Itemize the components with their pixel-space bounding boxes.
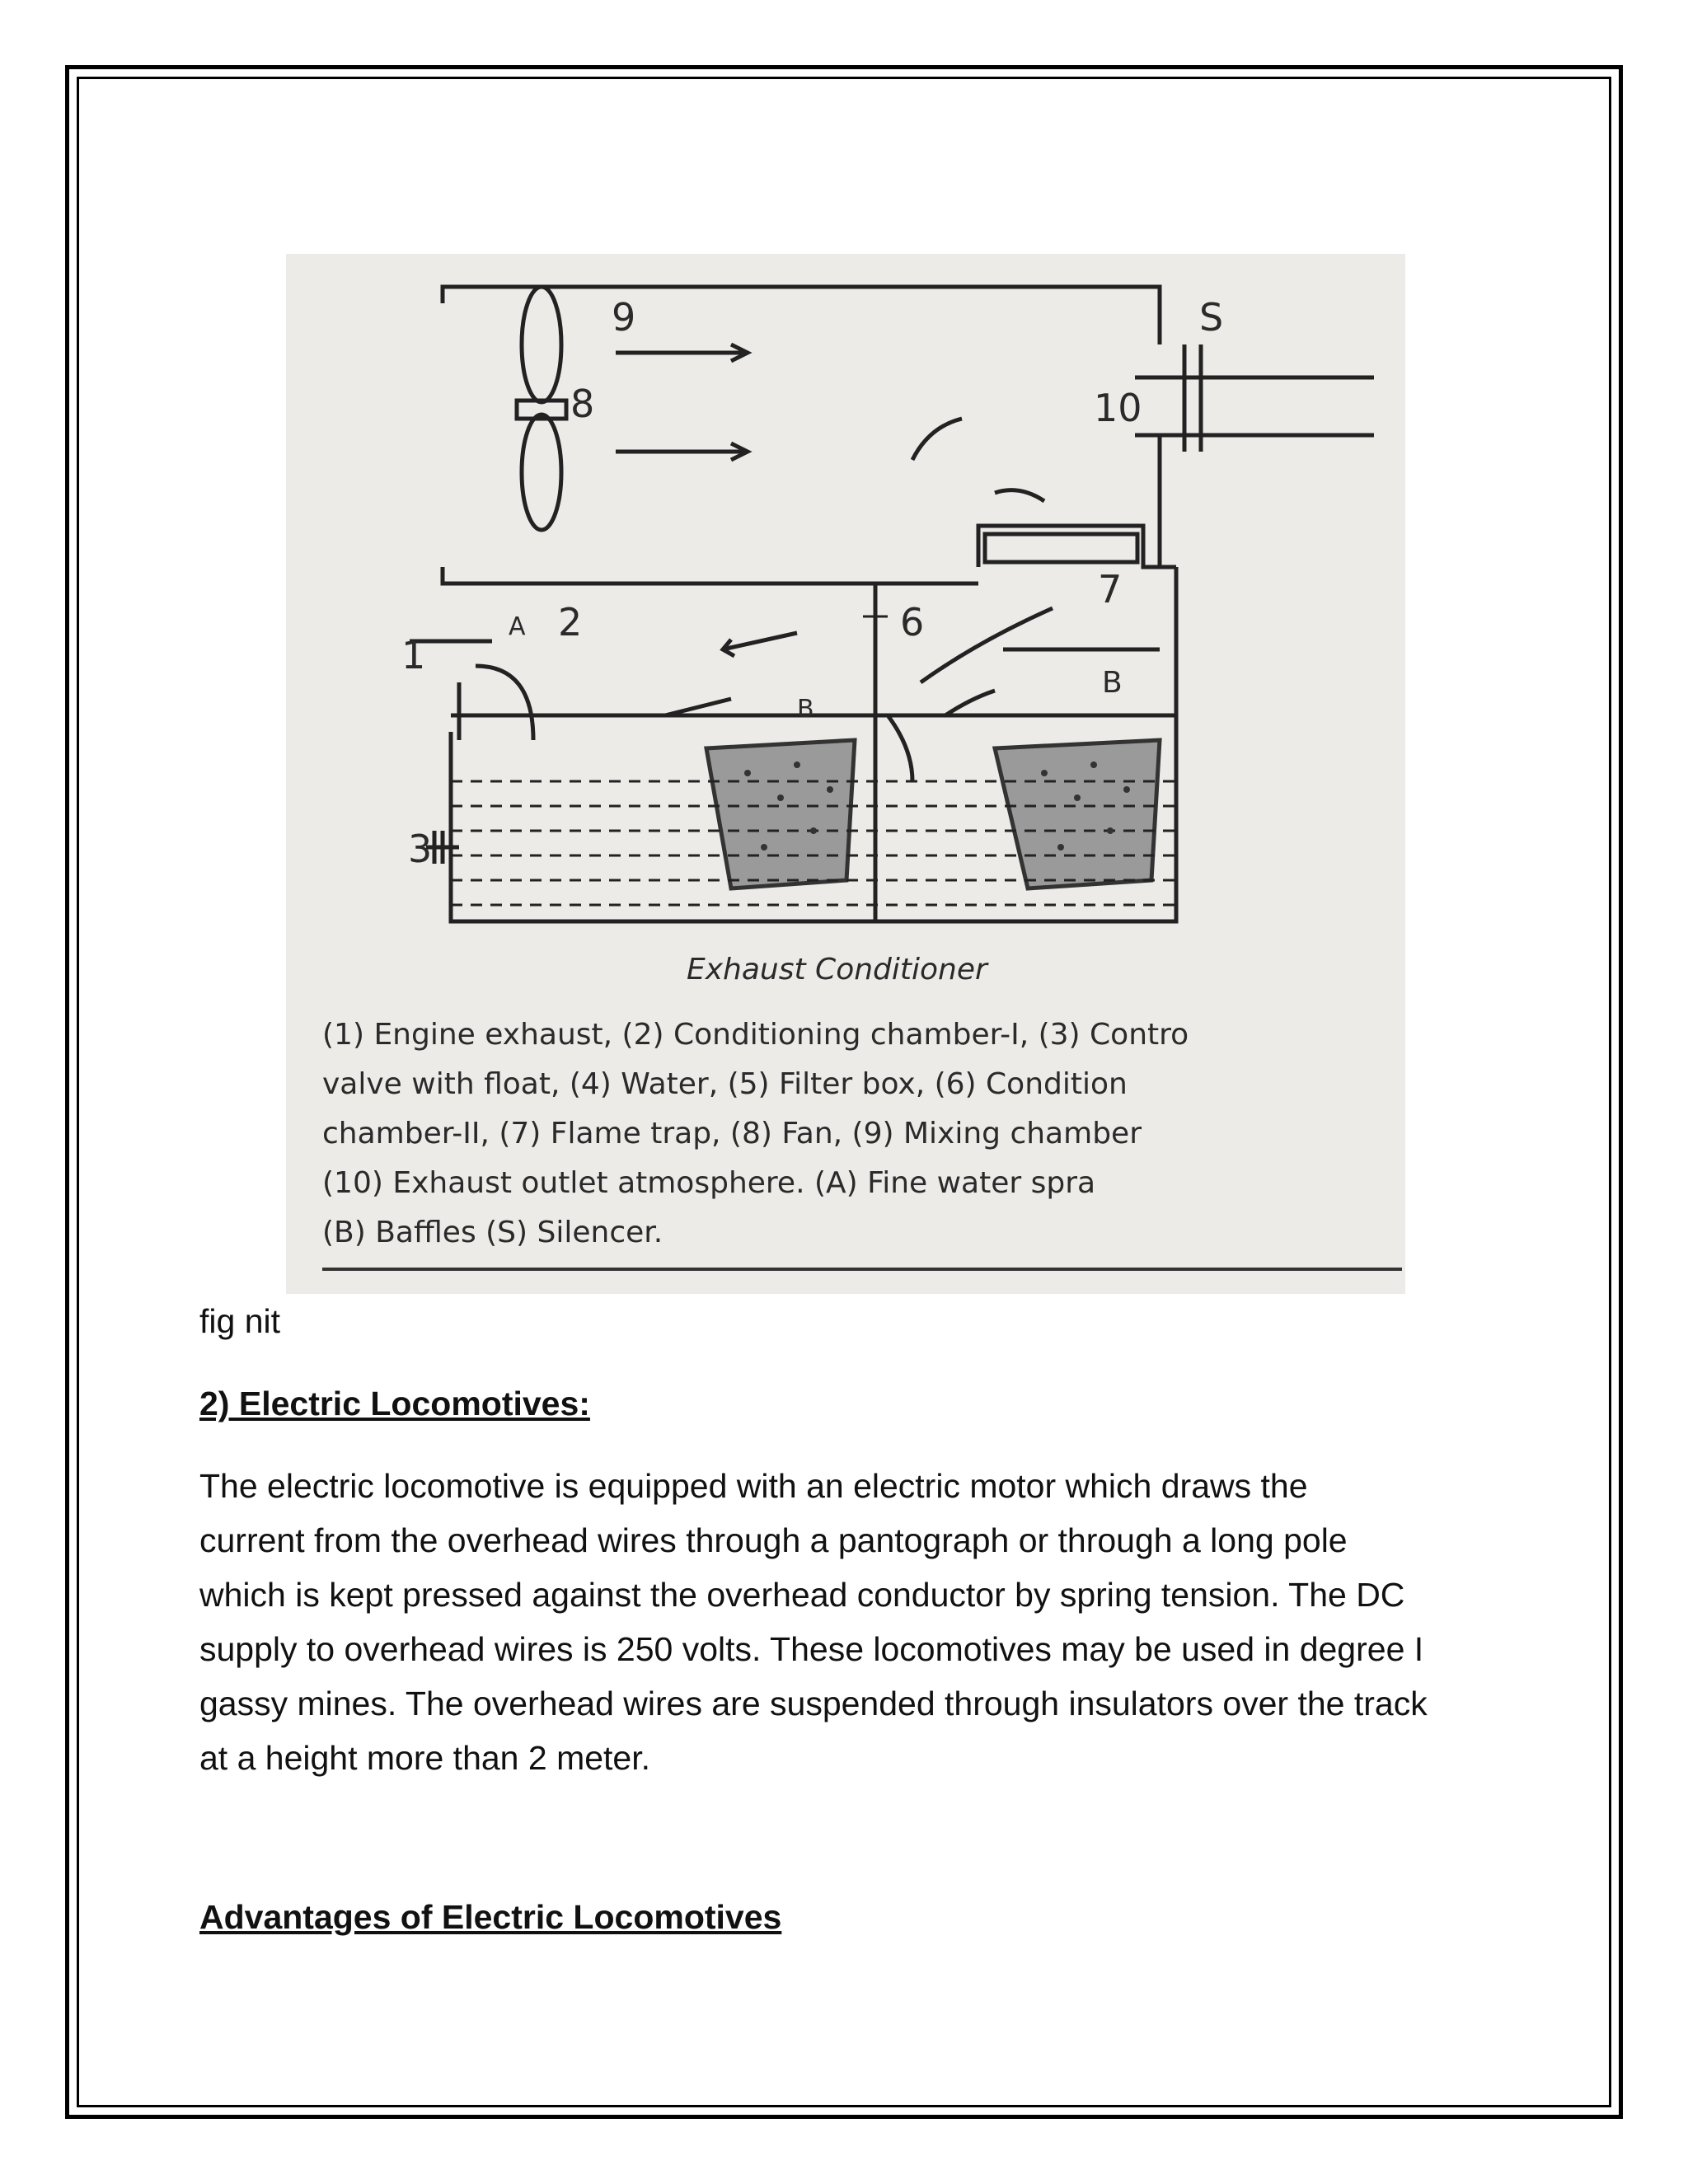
label-6: 6 — [900, 600, 925, 644]
paragraph-line: gassy mines. The overhead wires are suspended through insulators over the track — [199, 1685, 1428, 1722]
label-8: 8 — [570, 382, 595, 426]
label-B-1: B — [797, 695, 814, 724]
label-10: 10 — [1094, 386, 1142, 430]
paragraph-line: current from the overhead wires through a pantograph or through a long pole — [199, 1521, 1348, 1559]
label-A: A — [509, 612, 526, 641]
label-2: 2 — [558, 600, 583, 644]
exhaust-conditioner-figure — [286, 254, 1405, 1294]
figure-note: fig nit — [199, 1302, 280, 1340]
legend-line: (1) Engine exhaust, (2) Conditioning chamber-I, (3) Contro — [322, 1018, 1189, 1052]
legend-line: (10) Exhaust outlet atmosphere. (A) Fine water spra — [322, 1166, 1096, 1200]
label-9: 9 — [612, 295, 636, 340]
label-1: 1 — [401, 633, 426, 677]
body-paragraph — [199, 1459, 1518, 1785]
figure-title: Exhaust Conditioner — [687, 953, 987, 987]
label-S: S — [1199, 295, 1224, 340]
subheading: Advantages of Electric Locomotives — [199, 1898, 782, 1936]
caption-rule — [322, 1268, 1402, 1271]
paragraph-line: supply to overhead wires is 250 volts. These locomotives may be used in degree I — [199, 1630, 1424, 1668]
legend-line: chamber-II, (7) Flame trap, (8) Fan, (9) Mixing chamber — [322, 1117, 1142, 1151]
paragraph-line: The electric locomotive is equipped with an electric motor which draws the — [199, 1467, 1308, 1505]
figure-legend — [322, 1010, 1398, 1258]
label-7: 7 — [1098, 567, 1123, 612]
paragraph-line: which is kept pressed against the overhead conductor by spring tension. The DC — [199, 1576, 1405, 1614]
legend-line: (B) Baffles (S) Silencer. — [322, 1216, 663, 1249]
label-B-2: B — [1102, 666, 1123, 700]
legend-line: valve with float, (4) Water, (5) Filter box, (6) Condition — [322, 1067, 1128, 1101]
section-heading: 2) Electric Locomotives: — [199, 1385, 590, 1422]
paragraph-line: at a height more than 2 meter. — [199, 1739, 650, 1777]
label-3: 3 — [408, 827, 433, 871]
